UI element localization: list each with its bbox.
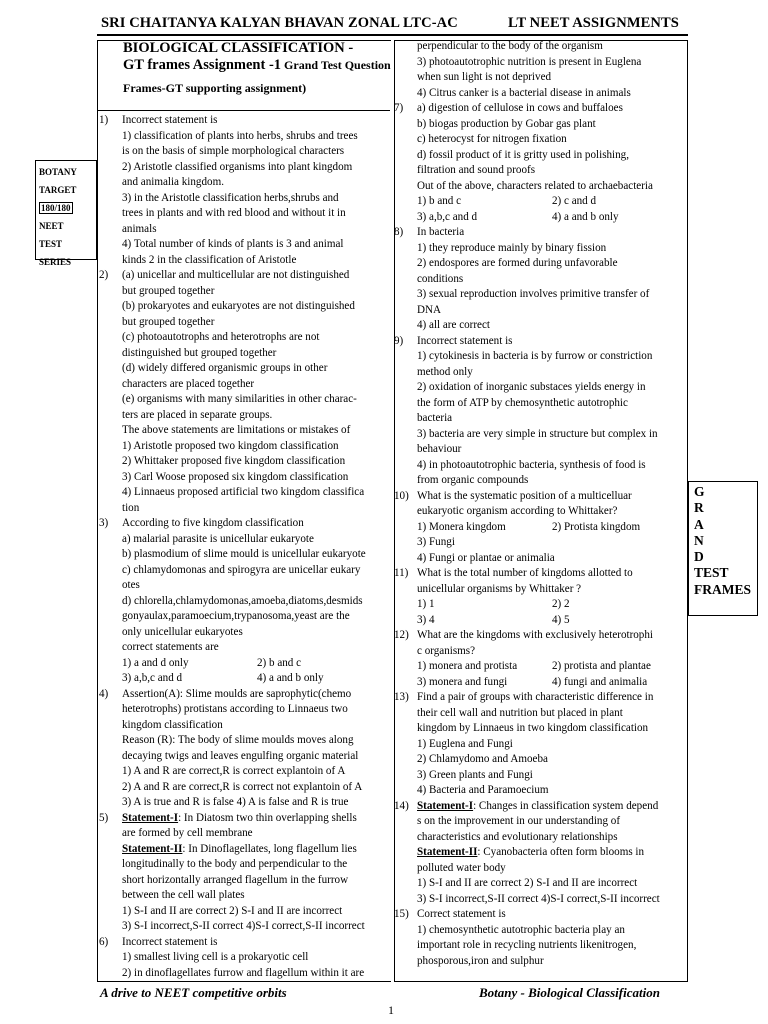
question-line: tion — [122, 501, 140, 514]
question-line: ters are placed in separate groups. — [122, 408, 273, 421]
question-line: 1) smallest living cell is a prokaryotic cell — [122, 951, 309, 963]
question-item — [394, 225, 686, 334]
question-number: 9) — [394, 334, 404, 347]
question-line: 1) classification of plants into herbs, shrubs and trees — [122, 129, 358, 142]
question-number: 6) — [99, 935, 109, 948]
question-number: 2) — [99, 269, 109, 281]
question-item — [394, 489, 686, 567]
question-line: Incorrect statement is — [417, 334, 513, 347]
question-line: 4) all are correct — [417, 319, 490, 331]
question-line: heterotrophs) protistans according to Linnaeus two — [122, 703, 348, 715]
question-line: 3) S-I incorrect,S-II correct 4)S-I correct,S-II incorrect — [417, 892, 660, 905]
question-line: Out of the above, characters related to archaebacteria — [417, 179, 653, 192]
option-text: 2) 2 — [552, 598, 570, 610]
question-line: 3) Fungi — [417, 536, 455, 548]
question-line: polluted water body — [417, 861, 506, 874]
question-line: conditions — [417, 272, 464, 285]
question-number: 12) — [394, 629, 409, 641]
question-line: correct statements are — [122, 641, 219, 653]
question-line: b) biogas production by Gobar gas plant — [417, 117, 596, 130]
question-line: According to five kingdom classification — [122, 517, 304, 529]
question-line: from organic compounds — [417, 474, 529, 486]
question-number: 5) — [99, 811, 109, 824]
question-item — [394, 566, 686, 628]
option-text: 2) c and d — [552, 195, 597, 207]
question-item — [99, 268, 390, 516]
question-line: a) malarial parasite is unicellular eukaryote — [122, 532, 314, 545]
question-line: are formed by cell membrane — [122, 827, 253, 839]
question-line: animals — [122, 222, 157, 235]
option-row — [122, 656, 390, 672]
option-row — [417, 597, 686, 613]
option-row — [417, 194, 686, 210]
side-box-line: TARGET — [39, 185, 77, 195]
option-text: 2) Protista kingdom — [552, 520, 641, 533]
question-line: 1) Aristotle proposed two kingdom classification — [122, 439, 339, 452]
title-line-2-main: GT frames Assignment -1 — [123, 57, 282, 73]
question-line: longitudinally to the body and perpendicular to the — [122, 858, 348, 870]
question-number: 4) — [99, 687, 109, 700]
question-line: characteristics and evolutionary relationships — [417, 830, 618, 843]
grand-frame-letter: TEST — [694, 565, 729, 581]
option-row — [417, 659, 686, 675]
question-line: the form of ATP by chemosynthetic autotrophic — [417, 396, 628, 409]
question-item — [99, 113, 390, 268]
question-line: d) fossil product of it is gritty used in polishing, — [417, 148, 630, 161]
question-item — [394, 799, 686, 908]
option-text: 4) a and b only — [257, 672, 324, 684]
question-line: kinds 2 in the classification of Aristotle — [122, 253, 297, 266]
option-text: 3) monera and fungi — [417, 675, 508, 688]
title-line-2 — [123, 57, 393, 74]
question-item — [394, 690, 686, 799]
question-line: gonyaulax,paramoecium,trypanosoma,yeast are the — [122, 610, 350, 622]
title-line-1: BIOLOGICAL CLASSIFICATION - — [123, 40, 354, 56]
option-text: 1) Monera kingdom — [417, 520, 506, 533]
question-line: 3) photoautotrophic nutrition is present in Euglena — [417, 55, 642, 68]
question-line: 2) A and R are correct,R is correct not explantoin of A — [122, 780, 363, 793]
statement-label: Statement-II — [122, 842, 183, 855]
question-line — [122, 811, 390, 827]
grand-frame-letter: N — [694, 532, 704, 548]
option-text: 3) 4 — [417, 613, 435, 626]
question-line: 1) chemosynthetic autotrophic bacteria play an — [417, 923, 625, 936]
question-line: 3) A is true and R is false 4) A is false and R is true — [122, 796, 349, 808]
question-line: characters are placed together — [122, 377, 255, 390]
question-line: Correct statement is — [417, 908, 506, 920]
statement-label: Statement-I — [417, 799, 474, 812]
question-line: is on the basis of simple morphological characters — [122, 145, 345, 157]
question-line — [122, 842, 390, 858]
footer-tagline: A drive to NEET competitive orbits — [100, 985, 287, 1000]
question-line: (a) unicellar and multicellular are not distinguished — [122, 269, 350, 281]
option-text: 4) fungi and animalia — [552, 675, 648, 688]
question-line: 3) in the Aristotle classification herbs,shrubs and — [122, 191, 339, 204]
question-line: 2) endospores are formed during unfavorable — [417, 257, 618, 269]
question-line: 4) Fungi or plantae or animalia — [417, 551, 555, 564]
left-question-column — [99, 113, 390, 981]
question-item — [99, 811, 390, 935]
target-score: 180/180 — [41, 203, 71, 213]
question-line: (d) widely differed organismic groups in other — [122, 362, 328, 374]
question-line: short horizontally arranged flagellum in the furrow — [122, 873, 349, 886]
question-line: What are the kingdoms with exclusively heterotrophi — [417, 629, 653, 641]
question-line: The above statements are limitations or mistakes of — [122, 424, 351, 436]
grand-test-frames-box — [688, 481, 758, 616]
question-line: 4) Bacteria and Paramoecium — [417, 784, 549, 796]
question-number: 7) — [394, 102, 404, 114]
question-line: DNA — [417, 303, 442, 316]
question-line — [417, 799, 686, 815]
option-text: 4) 5 — [552, 613, 570, 626]
side-box-line: TEST SERIES — [39, 239, 72, 267]
question-line: 1) Euglena and Fungi — [417, 737, 513, 750]
question-line: 2) Aristotle classified organisms into plant kingdom — [122, 160, 353, 173]
question-line: their cell wall and nutrition but placed in plant — [417, 706, 623, 719]
question-line: but grouped together — [122, 284, 215, 297]
option-text: 2) b and c — [257, 656, 302, 669]
option-row — [417, 210, 686, 226]
question-number: 8) — [394, 226, 404, 238]
question-line: (b) prokaryotes and eukaryotes are not distinguished — [122, 300, 355, 312]
statement-text: : Changes in classification system depend — [473, 799, 659, 812]
question-line: unicellular organisms by Whittaker ? — [417, 582, 582, 595]
question-line: but grouped together — [122, 315, 215, 328]
statement-label: Statement-I — [122, 811, 179, 824]
question-line: perpendicular to the body of the organism — [417, 40, 603, 52]
question-item — [394, 907, 686, 969]
question-line: Reason (R): The body of slime moulds moves along — [122, 734, 354, 746]
question-line: distinguished but grouped together — [122, 346, 277, 359]
question-line: and animalia kingdom. — [122, 176, 224, 188]
question-line: Incorrect statement is — [122, 114, 218, 126]
question-line: (e) organisms with many similarities in other charac- — [122, 393, 357, 405]
grand-frame-letter: G — [694, 484, 705, 499]
question-line: Incorrect statement is — [122, 935, 218, 948]
question-line: trees in plants and with red blood and without it in — [122, 207, 346, 219]
question-line: c organisms? — [417, 644, 476, 657]
question-line: 1) cytokinesis in bacteria is by furrow or constriction — [417, 350, 653, 362]
question-line: behaviour — [417, 443, 462, 455]
question-line: 2) Whittaker proposed five kingdom classification — [122, 455, 346, 467]
statement-text: : Cyanobacteria often form blooms in — [477, 846, 645, 858]
question-line: otes — [122, 579, 140, 591]
question-number: 13) — [394, 691, 409, 703]
option-text: 1) b and c — [417, 195, 462, 207]
question-number: 10) — [394, 489, 409, 502]
question-line: What is the total number of kingdoms allotted to — [417, 567, 633, 579]
header-institute: SRI CHAITANYA KALYAN BHAVAN ZONAL LTC-AC — [101, 15, 458, 31]
question-item — [99, 516, 390, 687]
question-line: 2) oxidation of inorganic substaces yields energy in — [417, 381, 646, 393]
question-line: What is the systematic position of a multicelluar — [417, 489, 632, 502]
question-item — [394, 39, 686, 101]
question-line: s on the improvement in our understanding of — [417, 815, 621, 827]
option-text: 2) protista and plantae — [552, 660, 651, 672]
question-line: 3) sexual reproduction involves primitive transfer of — [417, 288, 650, 300]
question-line: c) heterocyst for nitrogen fixation — [417, 133, 567, 145]
question-line: 2) in dinoflagellates furrow and flagellum within it are — [122, 966, 365, 979]
statement-label: Statement-II — [417, 846, 478, 858]
question-line: d) chlorella,chlamydomonas,amoeba,diatoms,desmids — [122, 594, 363, 607]
question-item — [394, 101, 686, 225]
question-line: filtration and sound proofs — [417, 164, 536, 176]
question-line: 2) Chlamydomo and Amoeba — [417, 753, 548, 765]
document-title — [123, 40, 393, 96]
question-line: 1) S-I and II are correct 2) S-I and II are incorrect — [122, 904, 343, 917]
question-line: Find a pair of groups with characteristic difference in — [417, 691, 654, 703]
question-item — [99, 687, 390, 811]
question-line: c) chlamydomonas and spirogyra are unicellar eukary — [122, 563, 361, 576]
header-assignment: LT NEET ASSIGNMENTS — [508, 15, 679, 31]
question-line: bacteria — [417, 412, 453, 424]
statement-text: : In Diatosm two thin overlapping shells — [178, 811, 357, 824]
botany-target-box — [35, 160, 97, 267]
side-box-line — [39, 199, 96, 217]
statement-text: : In Dinoflagellates, long flagellum lies — [182, 842, 357, 855]
question-item — [394, 628, 686, 690]
option-row — [417, 520, 686, 536]
question-line: 1) S-I and II are correct 2) S-I and II are incorrect — [417, 877, 638, 889]
question-line: important role in recycling nutrients likenitrogen, — [417, 939, 637, 951]
grand-frame-letter: FRAMES — [694, 581, 751, 597]
question-line: In bacteria — [417, 226, 465, 238]
grand-frame-letter: D — [694, 549, 704, 565]
question-line: 4) in photoautotrophic bacteria, synthesis of food is — [417, 458, 646, 471]
question-line: 3) Green plants and Fungi — [417, 768, 533, 781]
question-number: 1) — [99, 114, 109, 126]
question-line: 3) Carl Woose proposed six kingdom classification — [122, 470, 349, 483]
question-line: kingdom by Linnaeus in two kingdom classification — [417, 722, 649, 734]
right-question-column — [394, 39, 686, 969]
question-line: eukaryotic organism according to Whittaker? — [417, 505, 618, 517]
question-line: 3) bacteria are very simple in structure but complex in — [417, 427, 658, 440]
question-line: decaying twigs and leaves engulfing organic material — [122, 749, 359, 762]
question-line: 4) Linnaeus proposed artificial two kingdom classifica — [122, 486, 365, 498]
question-line: kingdom classification — [122, 718, 223, 731]
option-row — [417, 675, 686, 691]
option-row — [122, 671, 390, 687]
question-line: when sun light is not deprived — [417, 71, 552, 83]
question-line: method only — [417, 365, 473, 378]
question-item — [99, 935, 390, 982]
page-number: 1 — [388, 1003, 394, 1017]
option-text: 3) a,b,c and d — [122, 672, 183, 684]
grand-frame-letter: R — [694, 500, 704, 516]
title-rule — [97, 110, 390, 111]
title-line-3: Frames-GT supporting assignment) — [123, 81, 307, 95]
option-text: 1) 1 — [417, 598, 435, 610]
grand-frame-letter: A — [694, 516, 704, 532]
question-line: b) plasmodium of slime mould is unicellular eukaryote — [122, 548, 366, 560]
header-rule — [97, 34, 688, 36]
option-text: 3) a,b,c and d — [417, 210, 478, 223]
question-line: 4) Total number of kinds of plants is 3 and animal — [122, 238, 344, 250]
question-line: Assertion(A): Slime moulds are saprophytic(chemo — [122, 687, 352, 700]
question-number: 14) — [394, 799, 409, 812]
footer-subject: Botany - Biological Classification — [479, 985, 660, 1000]
option-text: 1) a and d only — [122, 656, 189, 669]
question-item — [394, 334, 686, 489]
title-line-2-sub: Grand Test Question — [281, 58, 391, 72]
option-text: 4) a and b only — [552, 210, 619, 223]
side-box-line: NEET — [39, 221, 64, 231]
option-row — [417, 613, 686, 629]
question-line: only unicellular eukaryotes — [122, 625, 243, 638]
question-line: 1) A and R are correct,R is correct explantoin of A — [122, 765, 346, 777]
question-line: between the cell wall plates — [122, 889, 245, 901]
question-line: phosporous,iron and sulphur — [417, 954, 544, 967]
question-line — [417, 845, 686, 861]
question-line: (c) photoautotrophs and heterotrophs are not — [122, 331, 320, 343]
question-number: 11) — [394, 567, 409, 579]
question-line: 3) S-I incorrect,S-II correct 4)S-I correct,S-II incorrect — [122, 920, 365, 932]
question-number: 3) — [99, 517, 109, 529]
option-text: 1) monera and protista — [417, 660, 518, 672]
question-line: 4) Citrus canker is a bacterial disease in animals — [417, 86, 631, 99]
side-box-line: BOTANY — [39, 167, 77, 177]
question-line: 1) they reproduce mainly by binary fission — [417, 241, 607, 254]
question-line: a) digestion of cellulose in cows and buffaloes — [417, 102, 623, 114]
question-number: 15) — [394, 908, 409, 920]
